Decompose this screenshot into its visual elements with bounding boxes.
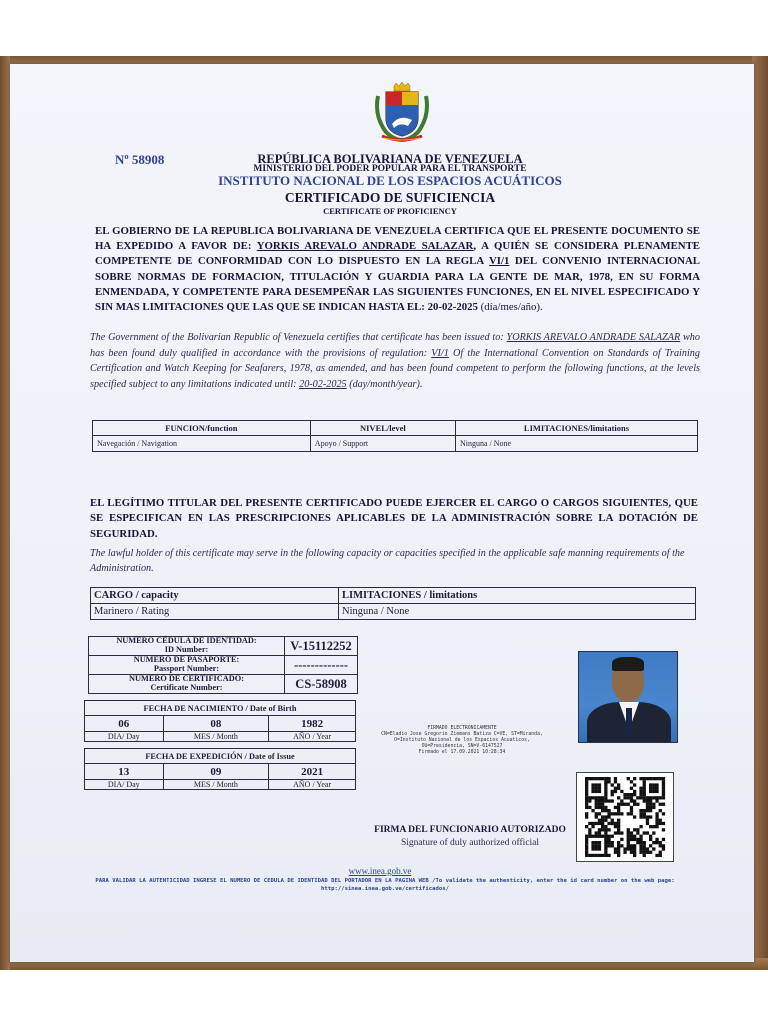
capacity-table [90,587,696,620]
certificate-number-row: NUMERO DE CERTIFICADO: Certificate Number: CS-58908 [89,675,358,694]
coat-of-arms-icon [372,82,432,144]
passport-row: NUMERO DE PASAPORTE: Passport Number: ------------- [89,656,358,675]
electronic-signature-block: FIRMADO ELECTRONICAMENTE CN=Eladio Jose Gregorio Ziemans Batiza C=VE, ST=Miranda, O=Instituto Nacional de los Espacios Acuaticos, OU=Presidencia, SN=V-6147527 Firmado el 17.09.2021 10:28:34 [381,726,543,755]
table-header-row: FUNCION/function NIVEL/level LIMITACIONES/limitations [93,421,698,436]
signature-label: FIRMA DEL FUNCIONARIO AUTORIZADO [374,825,566,835]
holder-photo [578,651,678,743]
functions-table [92,420,698,452]
date-of-issue-title: FECHA DE EXPEDICIÓN / Date of Issue [85,749,356,764]
table-row: Navegación / Navigation Apoyo / Support Ninguna / None [93,436,698,452]
background-table-right [752,56,768,970]
birth-month: 08 [163,716,269,732]
regulation-rule-en: VI/1 [431,347,449,359]
table-header-row: CARGO / capacity LIMITACIONES / limitations [91,588,696,604]
holder-capacity-english: The lawful holder of this certificate may serve in the following capacity or capacities specified in the applicable safe manning requirements of the Administration. [90,548,685,575]
regulation-rule: VI/1 [488,255,510,268]
birth-year: 1982 [269,716,356,732]
validation-instructions: PARA VALIDAR LA AUTENTICIDAD INGRESE EL NUMERO DE CEDULA DE IDENTIDAD DEL PORTADOR EN LA PAGINA WEB /To validate the authenticity, enter the id card number on the web page: http://sinea.inea.gob.ve/certificados/ [95,878,675,892]
passport-number: ------------- [285,656,358,675]
date-of-birth-title: FECHA DE NACIMIENTO / Date of Birth [85,701,356,716]
background-table-left [0,56,10,970]
republic-name: REPÚBLICA BOLIVARIANA DE VENEZUELA [257,152,523,166]
birth-day: 06 [85,716,164,732]
issue-month: 09 [163,764,269,780]
certificate-title-en: CERTIFICATE OF PROFICIENCY [323,206,457,216]
id-number: V-15112252 [285,637,358,656]
table-row: Marinero / Rating Ninguna / None [91,604,696,620]
certificate-page [10,64,754,962]
holder-name: YORKIS AREVALO ANDRADE SALAZAR [256,240,474,253]
serial-number: Nº 58908 [115,152,165,167]
expiry-date-en: 20-02-2025 [299,378,347,390]
holder-name-en: YORKIS AREVALO ANDRADE SALAZAR [506,332,681,343]
expiry-date: 20-02-2025 [427,301,478,314]
statement-english: The Government of the Bolivarian Republic of Venezuela certifies that certificate has been issued to: YORKIS AREVALO ANDRADE SALAZAR who has been found duly qualified in accordance with the provisions of regulation: VI/1 Of the International Convention on Standards of Training Certification and Watch Keeping for Seafarers, 1978, as amended, and has been found competent to perform the following functions, at the levels specified subject to any limitations indicated until: 20-02-2025 (day/month/year). [90,332,700,390]
statement-spanish: EL GOBIERNO DE LA REPUBLICA BOLIVARIANA DE VENEZUELA CERTIFICA QUE EL PRESENTE DOCUMENTO SE HA EXPEDIDO A FAVOR DE: YORKIS AREVALO ANDRADE SALAZAR, A QUIÉN SE CONSIDERA PLENAMENTE COMPETENTE DE CONFORMIDAD CON LO DISPUESTO EN LA REGLA VI/1 DEL CONVENIO INTERNACIONAL SOBRE NORMAS DE FORMACION, TITULACIÓN Y GUARDIA PARA LA GENTE DE MAR, 1978, EN SU FORMA ENMENDADA, Y COMPETENTE PARA DESEMPEÑAR LAS SIGUIENTES FUNCIONES, EN EL NIVEL ESPECIFICADO Y SIN MAS LIMITACIONES QUE LAS QUE SE INDICAN HASTA EL: 20-02-2025 (día/mes/año). [95,225,701,314]
website-link[interactable]: www.inea.gob.ve [348,866,412,876]
date-of-issue-table: FECHA DE EXPEDICIÓN / Date of Issue 13 09 2021 DIA/ Day MES / Month AÑO / Year [84,748,356,790]
certificate-title: CERTIFICADO DE SUFICIENCIA [284,190,496,205]
issue-year: 2021 [269,764,356,780]
signature-label-en: Signature of duly authorized official [400,838,540,848]
institute-name: INSTITUTO NACIONAL DE LOS ESPACIOS ACUÁTICOS [218,173,562,188]
identification-table [88,636,358,694]
issue-day: 13 [85,764,164,780]
qr-code-icon [576,772,674,862]
date-of-birth-table: FECHA DE NACIMIENTO / Date of Birth 06 08 1982 DIA/ Day MES / Month AÑO / Year [84,700,356,742]
ministry-name: MINISTERIO DEL PODER POPULAR PARA EL TRANSPORTE [253,164,527,174]
certificate-number: CS-58908 [285,675,358,694]
id-number-row: NUMERO CÉDULA DE IDENTIDAD: ID Number: V-15112252 [89,637,358,656]
holder-capacity-spanish: EL LEGÍTIMO TITULAR DEL PRESENTE CERTIFICADO PUEDE EJERCER EL CARGO O CARGOS SIGUIENTES, QUE SE ESPECIFICAN EN LAS PRESCRIPCIONES APLICABLES DE LA ADMINISTRACIÓN SOBRE LA DOTACIÓN DE SEGURIDAD. [90,497,698,540]
